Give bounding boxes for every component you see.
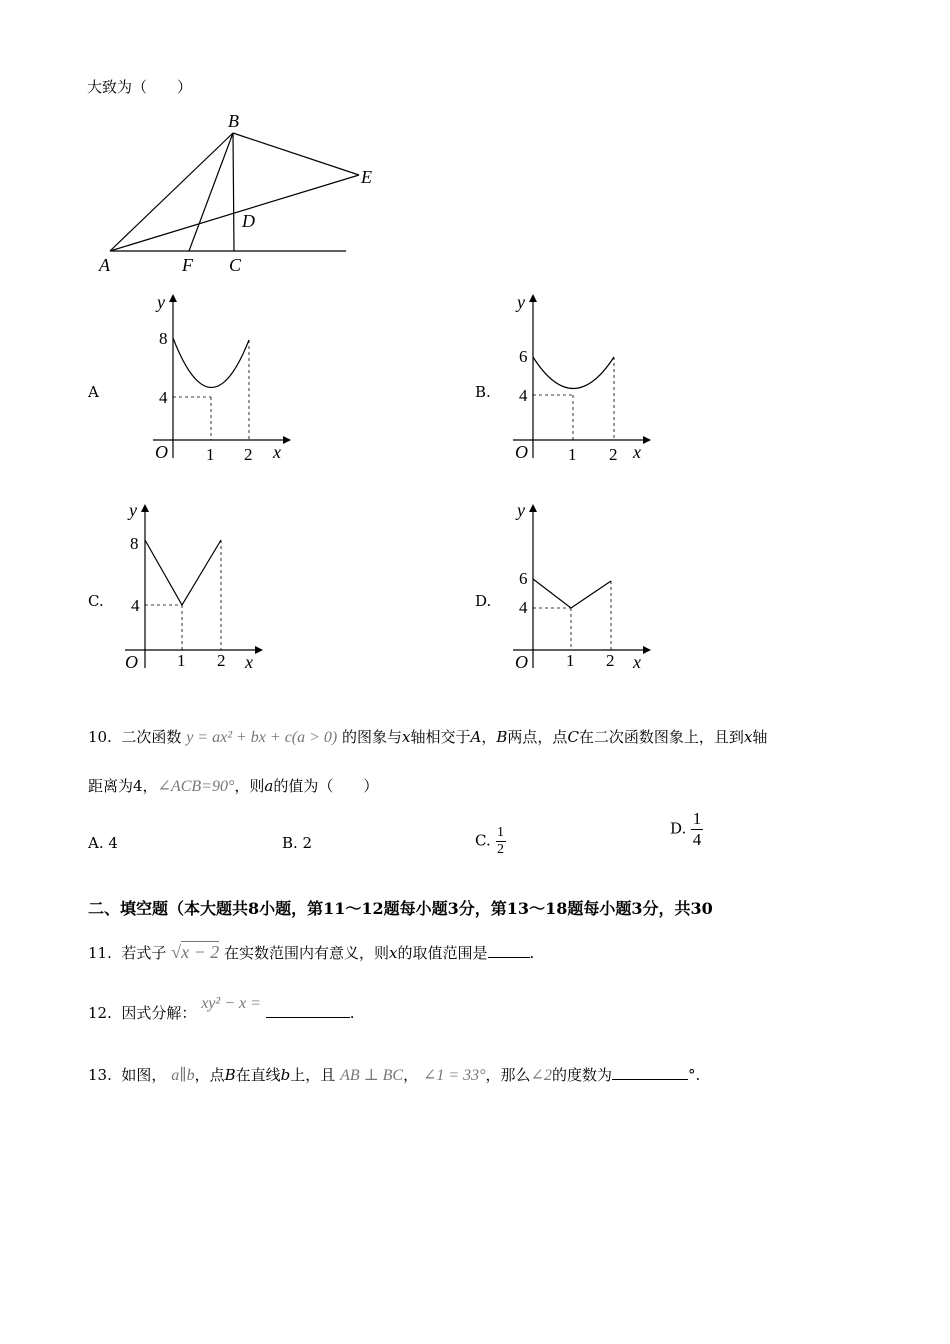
option-c-label: C.: [88, 592, 104, 610]
q10-text2: 的图象与: [342, 728, 403, 746]
label-c: C: [229, 255, 242, 275]
q12-answer-blank[interactable]: [266, 1003, 350, 1018]
label-e: E: [361, 167, 372, 187]
q12-line: [88, 995, 355, 1023]
q13-angle1: ∠1 = 33°: [422, 1067, 486, 1084]
q13-text6: ，那么: [485, 1066, 531, 1084]
option-d-label: D.: [475, 592, 492, 610]
y-axis-label: y: [129, 500, 137, 520]
q11-line: [88, 942, 534, 963]
origin-label: O: [155, 442, 168, 462]
segment-bc: [233, 133, 234, 251]
q11-answer-blank[interactable]: [488, 943, 530, 958]
graph-d: [505, 500, 660, 680]
origin-label: O: [125, 652, 138, 672]
q13-perp: AB ⊥ BC: [340, 1067, 404, 1084]
fraction-quarter: [691, 810, 703, 849]
q10-x2: x: [743, 728, 753, 746]
q10-c-point: C: [567, 728, 579, 746]
y-tick-top: 6: [519, 347, 528, 366]
line-c: [145, 540, 221, 605]
x-tick-1: 1: [568, 445, 577, 464]
x-axis-label: x: [633, 652, 641, 672]
segment-ab: [110, 133, 233, 251]
section2-heading: 二、填空题（本大题共8小题，第11～12题每小题3分，第13～18题每小题3分，共30: [88, 899, 713, 918]
y-tick-mid: 4: [519, 386, 528, 405]
q10-option-a: A. 4: [88, 834, 118, 852]
q13-text3: 在直线: [235, 1066, 281, 1084]
q13-text7: 的度数为: [551, 1066, 612, 1084]
q10-a-var: a: [264, 777, 274, 795]
frac-numerator: 1: [692, 809, 702, 828]
frac-denominator: 2: [497, 842, 504, 857]
origin-label: O: [515, 442, 528, 462]
q13-angle2: ∠2: [530, 1067, 552, 1084]
q11-text3: 的取值范围是: [397, 944, 488, 962]
q11-x: x: [389, 944, 398, 962]
q10-line2: [88, 775, 378, 796]
fraction-half: [496, 826, 506, 857]
q13-text2: ，点: [194, 1066, 225, 1084]
q12-number: 12.: [88, 1004, 112, 1022]
q10-text5: 在二次函数图象上，且到: [578, 728, 744, 746]
q13-end: °.: [687, 1066, 701, 1084]
x-axis-label: x: [245, 652, 253, 672]
x-tick-2: 2: [609, 445, 618, 464]
y-tick-top: 8: [130, 534, 139, 553]
y-axis-label: y: [517, 500, 525, 520]
q11-number: 11.: [88, 944, 112, 962]
q10-line2b: ，则: [234, 777, 265, 795]
label-b: B: [228, 111, 239, 131]
x-tick-2: 2: [244, 445, 253, 464]
intro-text: 大致为（ ）: [87, 78, 193, 96]
q13-number: 13.: [88, 1066, 112, 1084]
q10-angle: ∠ACB=90°: [157, 778, 235, 795]
y-tick-top: 6: [519, 569, 528, 588]
label-d: D: [242, 211, 255, 231]
q10-line2a: 距离为4，: [88, 777, 158, 795]
graph-c: [117, 500, 272, 680]
q11-radicand: x − 2: [181, 942, 220, 962]
frac-numerator: 1: [497, 825, 504, 840]
graph-a: [145, 290, 300, 470]
q13-line: [88, 1064, 700, 1085]
q13-text4: 上，且: [290, 1066, 336, 1084]
q11-sqrt: √x − 2: [171, 942, 220, 962]
option-b-label: B.: [475, 383, 491, 401]
option-a-label: A: [88, 383, 99, 401]
origin-label: O: [515, 652, 528, 672]
q12-expression: xy² − x =: [201, 995, 261, 1012]
line-d: [533, 579, 611, 608]
y-axis-label: y: [517, 292, 525, 312]
x-tick-1: 1: [206, 445, 215, 464]
triangle-diagram: [95, 105, 385, 285]
q10-option-d: [670, 810, 703, 849]
curve-b: [533, 357, 614, 389]
q11-end: .: [529, 944, 535, 962]
q13-b-line: b: [280, 1066, 291, 1084]
graph-b: [505, 290, 660, 470]
label-f: F: [182, 255, 193, 275]
q10-text4: 两点，点: [507, 728, 568, 746]
q13-b-point: B: [224, 1066, 236, 1084]
q11-text2: 在实数范围内有意义，则: [224, 944, 390, 962]
q10-option-c: [475, 826, 506, 857]
y-axis-label: y: [157, 292, 165, 312]
q13-text1: 如图，: [121, 1066, 167, 1084]
x-tick-2: 2: [606, 651, 615, 670]
q10-option-b: B. 2: [282, 834, 313, 852]
q10-formula: y = ax² + bx + c(a > 0): [186, 729, 338, 746]
q10-option-c-label: C.: [475, 831, 491, 850]
q10-number: 10.: [88, 728, 112, 746]
q10-text1: 二次函数: [121, 728, 182, 746]
q12-text1: 因式分解：: [121, 1004, 197, 1022]
q10-a-point: A: [470, 728, 482, 746]
label-a: A: [99, 255, 110, 275]
q10-b-point: B: [496, 728, 508, 746]
y-tick-mid: 4: [131, 596, 140, 615]
x-axis-label: x: [273, 442, 281, 462]
q10-option-d-label: D.: [670, 819, 687, 838]
x-tick-2: 2: [217, 651, 226, 670]
x-axis-label: x: [633, 442, 641, 462]
q11-text1: 若式子: [121, 944, 167, 962]
y-tick-mid: 4: [519, 598, 528, 617]
q10-line2c: 的值为（ ）: [273, 777, 379, 795]
q13-parallel: a∥b: [171, 1067, 195, 1084]
segment-be: [233, 133, 359, 175]
x-tick-1: 1: [566, 651, 575, 670]
q12-end: .: [349, 1004, 355, 1022]
segment-bf: [189, 133, 233, 251]
frac-denominator: 4: [692, 830, 702, 849]
curve-a: [173, 338, 249, 388]
y-tick-mid: 4: [159, 388, 168, 407]
q13-text5: ，: [403, 1066, 419, 1084]
q13-answer-blank[interactable]: [612, 1065, 688, 1080]
q10-comma: ，: [481, 728, 497, 746]
q10-line1: [88, 726, 767, 747]
q10-x: x: [402, 728, 411, 746]
q10-text3: 轴相交于: [410, 728, 471, 746]
q10-text6: 轴: [752, 728, 768, 746]
y-tick-top: 8: [159, 329, 168, 348]
x-tick-1: 1: [177, 651, 186, 670]
